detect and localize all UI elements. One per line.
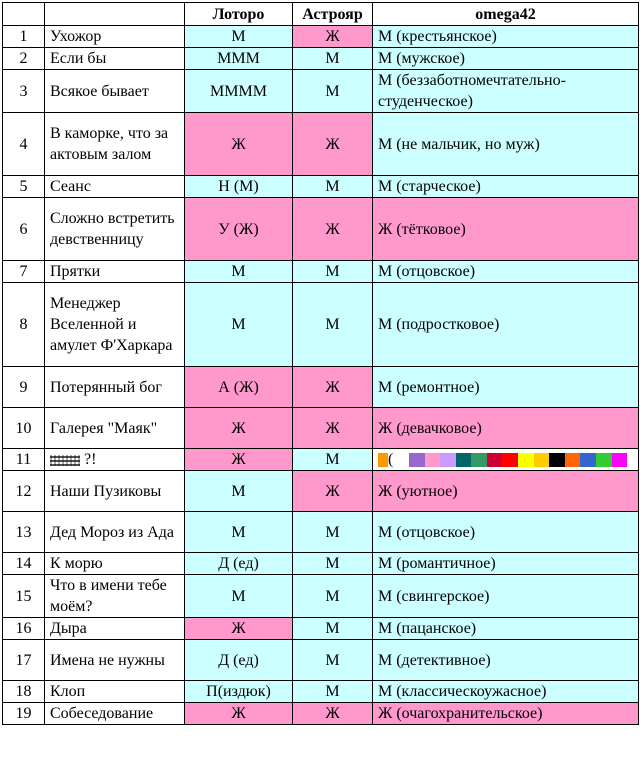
- story-title-text: Наши Пузиковы: [50, 482, 162, 500]
- header-title: [45, 3, 185, 26]
- story-title: [45, 553, 185, 575]
- loto-verdict: Н (М): [185, 176, 293, 198]
- row-number: 4: [3, 113, 45, 176]
- astro-verdict: Ж: [293, 367, 373, 408]
- story-title-text: Сеанс: [50, 178, 91, 195]
- story-title-text: Ухожор: [50, 28, 102, 45]
- header-omega: omega42: [373, 3, 639, 26]
- censored-pixel-icon: [50, 455, 80, 466]
- color-swatch: [487, 453, 503, 467]
- color-swatch: [440, 453, 456, 467]
- story-title: [45, 26, 185, 48]
- story-title-text: Имена не нужны: [50, 651, 165, 669]
- omega-verdict: Ж (тётковое): [373, 198, 639, 261]
- table-row: [3, 618, 639, 640]
- loto-verdict: Ж: [185, 449, 293, 471]
- omega-verdict: М (крестьянское): [373, 26, 639, 48]
- loto-verdict: Ж: [185, 408, 293, 449]
- astro-verdict: Ж: [293, 408, 373, 449]
- header-row: [3, 3, 639, 26]
- omega-verdict: Ж (уютное): [373, 471, 639, 512]
- row-number: 8: [3, 283, 45, 367]
- color-swatch: [502, 453, 518, 467]
- omega-verdict: [373, 449, 639, 471]
- astro-verdict: Ж: [293, 113, 373, 176]
- omega-verdict: М (отцовское): [373, 512, 639, 553]
- astro-verdict: М: [293, 553, 373, 575]
- omega-verdict: Ж (очагохранительское): [373, 703, 639, 725]
- color-swatch: [549, 453, 565, 467]
- row-number: 14: [3, 553, 45, 575]
- row-number: 19: [3, 703, 45, 725]
- loto-verdict: П(издюк): [185, 681, 293, 703]
- color-swatch: [565, 453, 581, 467]
- row-number: 7: [3, 261, 45, 283]
- story-title: [45, 703, 185, 725]
- astro-verdict: М: [293, 449, 373, 471]
- color-swatch: [425, 453, 441, 467]
- loto-verdict: МММ: [185, 48, 293, 70]
- story-title-text: Прятки: [50, 263, 101, 280]
- table-row: [3, 26, 639, 48]
- table-row: [3, 198, 639, 261]
- color-swatch: [580, 453, 596, 467]
- table-row: [3, 449, 639, 471]
- story-title-text: Клоп: [50, 683, 86, 700]
- omega-verdict: М (пацанское): [373, 618, 639, 640]
- story-title-text: Всякое бывает: [50, 82, 149, 100]
- story-title: [45, 70, 185, 113]
- story-title: [45, 176, 185, 198]
- omega-verdict: М (беззаботномечтательно-студенческое): [373, 70, 639, 113]
- row-number: 16: [3, 618, 45, 640]
- omega-verdict-text: (: [388, 451, 394, 468]
- astro-verdict: М: [293, 176, 373, 198]
- astro-verdict: Ж: [293, 198, 373, 261]
- table-row: [3, 70, 639, 113]
- story-title-text: Собеседование: [50, 705, 154, 722]
- story-title-text: ?!: [84, 451, 97, 468]
- story-title-text: Сложно встретить девственницу: [50, 210, 175, 248]
- loto-verdict: Ж: [185, 703, 293, 725]
- loto-verdict: ММММ: [185, 70, 293, 113]
- astro-verdict: М: [293, 512, 373, 553]
- loto-verdict: А (Ж): [185, 367, 293, 408]
- astro-verdict: Ж: [293, 26, 373, 48]
- story-title: [45, 575, 185, 618]
- story-title: [45, 449, 185, 471]
- table-row: [3, 283, 639, 367]
- omega-verdict: М (старческое): [373, 176, 639, 198]
- astro-verdict: М: [293, 261, 373, 283]
- row-number: 12: [3, 471, 45, 512]
- color-swatch: [409, 453, 425, 467]
- table-row: [3, 575, 639, 618]
- table-row: [3, 48, 639, 70]
- omega-verdict: М (романтичное): [373, 553, 639, 575]
- astro-verdict: М: [293, 283, 373, 367]
- story-title: [45, 48, 185, 70]
- story-title-text: В каморке, что за актовым залом: [50, 125, 169, 163]
- story-title: [45, 471, 185, 512]
- color-swatch: [393, 453, 409, 467]
- table-row: [3, 261, 639, 283]
- color-swatch: [456, 453, 472, 467]
- header-astro: Астрояр: [293, 3, 373, 26]
- color-strip-icon: [393, 453, 627, 467]
- story-title: [45, 113, 185, 176]
- loto-verdict: Д (ед): [185, 640, 293, 681]
- loto-verdict: М: [185, 471, 293, 512]
- table-row: [3, 681, 639, 703]
- loto-verdict: М: [185, 512, 293, 553]
- table-row: [3, 553, 639, 575]
- loto-verdict: Ж: [185, 113, 293, 176]
- table-row: [3, 176, 639, 198]
- story-title-text: Дыра: [50, 620, 87, 637]
- rating-table: [2, 2, 639, 725]
- table-row: [3, 703, 639, 725]
- story-title: [45, 261, 185, 283]
- omega-verdict: М (подростковое): [373, 283, 639, 367]
- row-number: 3: [3, 70, 45, 113]
- astro-verdict: М: [293, 618, 373, 640]
- loto-verdict: Д (ед): [185, 553, 293, 575]
- table-row: [3, 408, 639, 449]
- story-title: [45, 512, 185, 553]
- row-number: 6: [3, 198, 45, 261]
- story-title-text: Что в имени тебе моём?: [50, 577, 167, 615]
- story-title-text: Дед Мороз из Ада: [50, 523, 174, 541]
- table-row: [3, 512, 639, 553]
- row-number: 9: [3, 367, 45, 408]
- story-title-text: Галерея "Маяк": [50, 419, 158, 437]
- row-number: 13: [3, 512, 45, 553]
- row-number: 15: [3, 575, 45, 618]
- omega-verdict: М (классическоужасное): [373, 681, 639, 703]
- astro-verdict: М: [293, 48, 373, 70]
- omega-verdict: М (ремонтное): [373, 367, 639, 408]
- omega-verdict: М (не мальчик, но муж): [373, 113, 639, 176]
- astro-verdict: М: [293, 70, 373, 113]
- row-number: 17: [3, 640, 45, 681]
- table-body: [3, 26, 639, 725]
- story-title-text: Менеджер Вселенной и амулет Ф'Харкара: [50, 295, 173, 354]
- header-num: [3, 3, 45, 26]
- story-title: [45, 408, 185, 449]
- astro-verdict: Ж: [293, 703, 373, 725]
- color-swatch: [612, 453, 628, 467]
- row-number: 5: [3, 176, 45, 198]
- color-square-icon: [378, 453, 388, 467]
- row-number: 11: [3, 449, 45, 471]
- color-swatch: [518, 453, 534, 467]
- astro-verdict: М: [293, 640, 373, 681]
- loto-verdict: Ж: [185, 618, 293, 640]
- astro-verdict: Ж: [293, 471, 373, 512]
- loto-verdict: М: [185, 575, 293, 618]
- row-number: 2: [3, 48, 45, 70]
- loto-verdict: М: [185, 283, 293, 367]
- story-title: [45, 618, 185, 640]
- omega-verdict: М (отцовское): [373, 261, 639, 283]
- header-loto: Лоторо: [185, 3, 293, 26]
- story-title: [45, 640, 185, 681]
- loto-verdict: М: [185, 261, 293, 283]
- omega-verdict: М (свингерское): [373, 575, 639, 618]
- story-title: [45, 681, 185, 703]
- story-title: [45, 283, 185, 367]
- omega-verdict: Ж (девачковое): [373, 408, 639, 449]
- story-title: [45, 198, 185, 261]
- row-number: 18: [3, 681, 45, 703]
- table-row: [3, 471, 639, 512]
- astro-verdict: М: [293, 575, 373, 618]
- row-number: 1: [3, 26, 45, 48]
- loto-verdict: У (Ж): [185, 198, 293, 261]
- color-swatch: [471, 453, 487, 467]
- table-row: [3, 640, 639, 681]
- story-title-text: К морю: [50, 555, 103, 572]
- loto-verdict: М: [185, 26, 293, 48]
- table-row: [3, 367, 639, 408]
- story-title: [45, 367, 185, 408]
- story-title-text: Если бы: [50, 50, 107, 67]
- color-swatch: [596, 453, 612, 467]
- astro-verdict: М: [293, 681, 373, 703]
- story-title-text: Потерянный бог: [50, 378, 162, 396]
- omega-verdict: М (мужское): [373, 48, 639, 70]
- row-number: 10: [3, 408, 45, 449]
- omega-verdict: М (детективное): [373, 640, 639, 681]
- color-swatch: [534, 453, 550, 467]
- table-row: [3, 113, 639, 176]
